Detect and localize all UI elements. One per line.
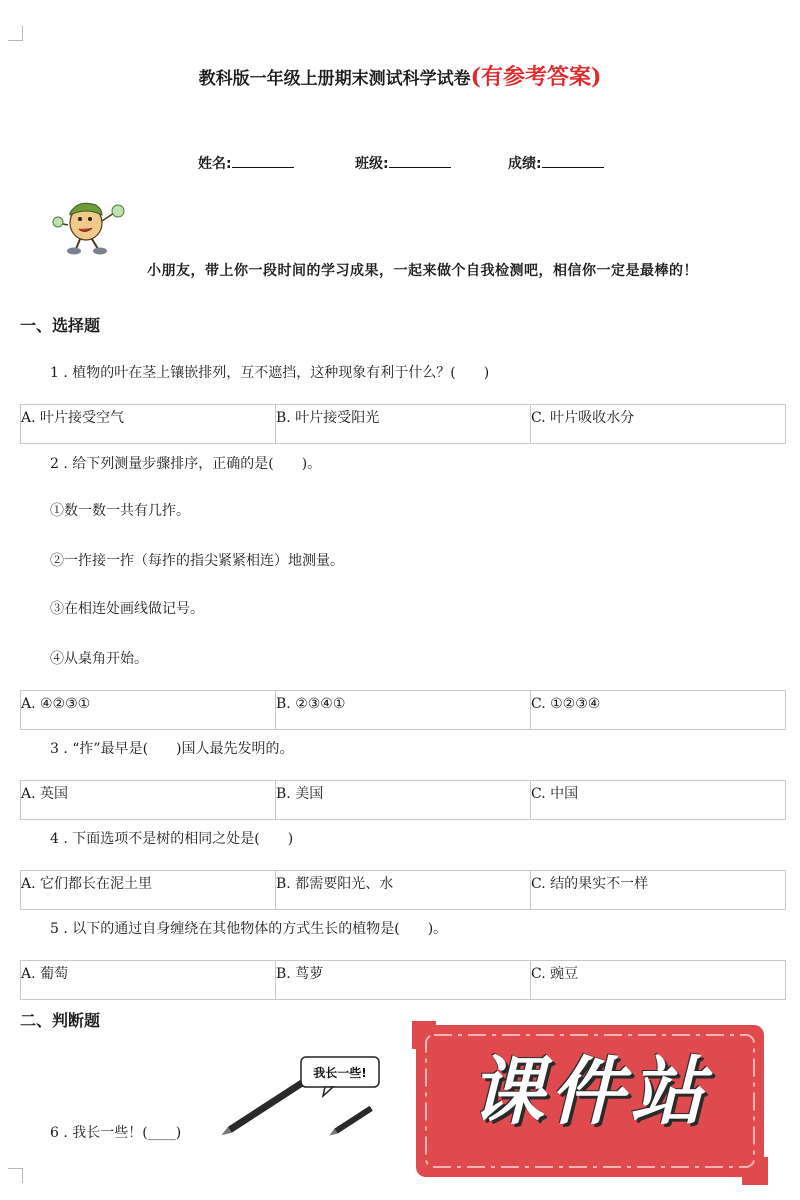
option-b[interactable]: B. 茑萝: [276, 961, 531, 999]
page-corner-mark: [8, 1168, 23, 1183]
option-c[interactable]: C. 结的果实不一样: [531, 876, 649, 892]
encouragement-text: 小朋友，带上你一段时间的学习成果，一起来做个自我检测吧，相信你一定是最棒的！: [147, 263, 698, 279]
options-row-q5: [20, 960, 786, 1000]
watermark-text: 课件站: [470, 1049, 710, 1135]
name-field: [198, 153, 294, 173]
class-field: [355, 153, 451, 173]
option-a[interactable]: A. ④②③①: [21, 691, 276, 729]
class-label: 班级:: [355, 156, 389, 172]
option-a[interactable]: A. 它们都长在泥土里: [21, 871, 276, 909]
section-heading-choice: 一、选择题: [20, 316, 101, 335]
section-heading-judge: 二、判断题: [20, 1011, 101, 1030]
option-a[interactable]: A. 葡萄: [21, 961, 276, 999]
option-b[interactable]: B. 美国: [276, 781, 531, 819]
title-suffix: (有参考答案): [470, 64, 602, 90]
option-b[interactable]: B. 都需要阳光、水: [276, 871, 531, 909]
options-row-q3: [20, 780, 786, 820]
name-label: 姓名:: [198, 156, 232, 172]
question-5: 5 . 以下的通过自身缠绕在其他物体的方式生长的植物是( )。: [50, 921, 448, 937]
options-row-q1: [20, 404, 786, 444]
option-c[interactable]: C. 豌豆: [531, 966, 579, 982]
option-c[interactable]: C. ①②③④: [531, 696, 601, 712]
question-4: 4 . 下面选项不是树的相同之处是( ): [50, 831, 294, 847]
question-3: 3 . “拃”最早是( )国人最先发明的。: [50, 741, 294, 757]
score-field: [508, 153, 604, 173]
score-label: 成绩:: [508, 156, 542, 172]
page-corner-mark: [8, 26, 23, 41]
mascot-kid-illustration: [52, 195, 132, 257]
question-1: 1 . 植物的叶在茎上镶嵌排列，互不遮挡，这种现象有利于什么？( ): [50, 365, 490, 381]
step-1: ①数一数一共有几拃。: [50, 503, 190, 519]
options-row-q2: [20, 690, 786, 730]
options-row-q4: [20, 870, 786, 910]
name-blank[interactable]: [232, 155, 294, 168]
step-4: ④从桌角开始。: [50, 651, 148, 667]
option-a[interactable]: A. 英国: [21, 781, 276, 819]
step-3: ③在相连处画线做记号。: [50, 601, 204, 617]
class-blank[interactable]: [389, 155, 451, 168]
speech-bubble-text: 我长一些!: [313, 1066, 367, 1080]
question-6: 6 . 我长一些！(____): [50, 1125, 182, 1141]
score-blank[interactable]: [542, 155, 604, 168]
option-b[interactable]: B. ②③④①: [276, 691, 531, 729]
question-2: 2 . 给下列测量步骤排序，正确的是( )。: [50, 456, 322, 472]
option-b[interactable]: B. 叶片接受阳光: [276, 405, 531, 443]
pencils-illustration: [215, 1052, 395, 1142]
option-c[interactable]: C. 中国: [531, 786, 579, 802]
page-title: [0, 60, 800, 91]
title-main: 教科版一年级上册期末测试科学试卷: [198, 69, 471, 89]
option-a[interactable]: A. 叶片接受空气: [21, 405, 276, 443]
step-2: ②一拃接一拃（每拃的指尖紧紧相连）地测量。: [50, 553, 344, 569]
option-c[interactable]: C. 叶片吸收水分: [531, 410, 635, 426]
